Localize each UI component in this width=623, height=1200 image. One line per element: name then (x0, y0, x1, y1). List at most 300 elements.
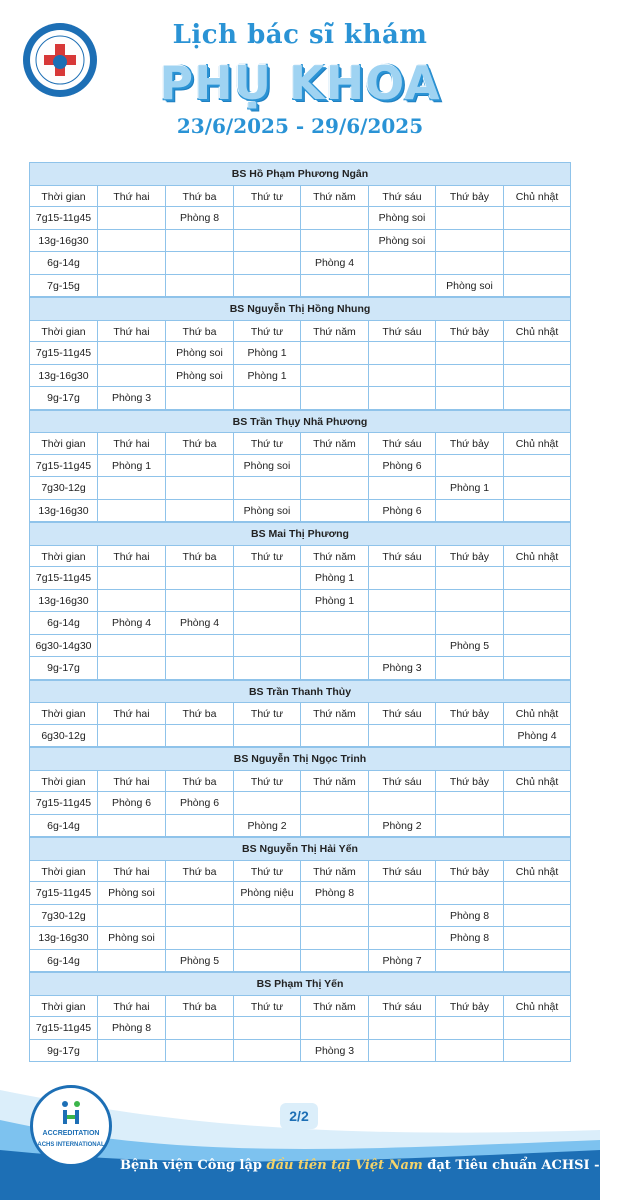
room-cell: Phòng soi (233, 500, 300, 522)
column-header: Thứ năm (300, 186, 368, 207)
room-cell: Phòng 8 (165, 207, 233, 229)
table-row (29, 1017, 571, 1040)
room-cell: Phòng 6 (165, 792, 233, 814)
column-header: Thứ hai (97, 771, 165, 792)
time-cell: 13g-16g30 (29, 500, 97, 522)
room-cell (368, 567, 435, 589)
column-header: Thứ sáu (368, 433, 435, 454)
table-row (29, 815, 571, 838)
room-cell (368, 927, 435, 949)
column-header: Thời gian (29, 861, 97, 882)
column-header: Chủ nhật (503, 703, 571, 724)
column-header: Thứ bảy (435, 861, 503, 882)
room-cell (233, 1017, 300, 1039)
table-row (29, 792, 571, 815)
column-header-row (29, 320, 571, 343)
table-row (29, 275, 571, 298)
room-cell (503, 207, 571, 229)
doctor-block (29, 410, 571, 523)
room-cell (300, 927, 368, 949)
room-cell (435, 365, 503, 387)
column-header: Thời gian (29, 321, 97, 342)
column-header: Thứ tư (233, 771, 300, 792)
column-header: Thứ ba (165, 861, 233, 882)
table-row (29, 905, 571, 928)
table-row (29, 567, 571, 590)
room-cell (97, 590, 165, 612)
room-cell (503, 477, 571, 499)
column-header: Thứ hai (97, 996, 165, 1017)
room-cell: Phòng 8 (300, 882, 368, 904)
page-indicator: 2/2 (280, 1103, 318, 1129)
room-cell (503, 1040, 571, 1062)
room-cell (435, 500, 503, 522)
doctor-name: BS Nguyễn Thị Hải Yến (29, 837, 571, 860)
room-cell (97, 342, 165, 364)
table-row (29, 950, 571, 973)
room-cell: Phòng 2 (233, 815, 300, 837)
room-cell (435, 590, 503, 612)
column-header-row (29, 185, 571, 208)
room-cell (503, 590, 571, 612)
column-header-row (29, 995, 571, 1018)
column-header: Thời gian (29, 433, 97, 454)
room-cell (435, 230, 503, 252)
room-cell (233, 635, 300, 657)
room-cell (503, 905, 571, 927)
room-cell (300, 455, 368, 477)
room-cell (435, 882, 503, 904)
column-header: Thứ năm (300, 546, 368, 567)
room-cell (97, 635, 165, 657)
room-cell: Phòng 3 (97, 387, 165, 409)
room-cell: Phòng soi (165, 342, 233, 364)
room-cell (368, 1017, 435, 1039)
room-cell (300, 950, 368, 972)
room-cell: Phòng 4 (300, 252, 368, 274)
room-cell (435, 1040, 503, 1062)
time-cell: 7g15-11g45 (29, 455, 97, 477)
column-header: Thứ ba (165, 321, 233, 342)
room-cell: Phòng 6 (368, 455, 435, 477)
room-cell (300, 387, 368, 409)
room-cell: Phòng 6 (97, 792, 165, 814)
column-header: Chủ nhật (503, 546, 571, 567)
room-cell (97, 275, 165, 297)
doctor-block (29, 162, 571, 297)
room-cell: Phòng soi (97, 882, 165, 904)
doctor-block (29, 297, 571, 410)
room-cell (165, 455, 233, 477)
room-cell (503, 950, 571, 972)
room-cell (435, 342, 503, 364)
date-range: 23/6/2025 - 29/6/2025 (176, 114, 424, 138)
room-cell (435, 1017, 503, 1039)
table-row (29, 882, 571, 905)
table-row (29, 477, 571, 500)
room-cell (435, 207, 503, 229)
room-cell (233, 207, 300, 229)
room-cell (368, 882, 435, 904)
column-header: Thứ tư (233, 861, 300, 882)
room-cell: Phòng soi (233, 455, 300, 477)
room-cell: Phòng 5 (435, 635, 503, 657)
doctor-name: BS Nguyễn Thị Hồng Nhung (29, 297, 571, 320)
room-cell: Phòng 4 (165, 612, 233, 634)
room-cell (503, 230, 571, 252)
room-cell (233, 1040, 300, 1062)
room-cell (97, 725, 165, 747)
column-header: Thứ sáu (368, 321, 435, 342)
room-cell (97, 815, 165, 837)
room-cell (503, 252, 571, 274)
room-cell (300, 275, 368, 297)
table-row (29, 342, 571, 365)
room-cell (503, 612, 571, 634)
column-header: Chủ nhật (503, 186, 571, 207)
room-cell (300, 612, 368, 634)
column-header-row (29, 432, 571, 455)
room-cell (368, 792, 435, 814)
column-header: Thứ hai (97, 861, 165, 882)
room-cell (435, 455, 503, 477)
time-cell: 7g30-12g (29, 905, 97, 927)
column-header: Thứ hai (97, 703, 165, 724)
column-header: Thứ ba (165, 433, 233, 454)
time-cell: 7g15-11g45 (29, 207, 97, 229)
column-header: Thứ tư (233, 321, 300, 342)
column-header: Chủ nhật (503, 771, 571, 792)
room-cell (503, 882, 571, 904)
room-cell (435, 657, 503, 679)
room-cell (503, 567, 571, 589)
time-cell: 13g-16g30 (29, 590, 97, 612)
room-cell (233, 792, 300, 814)
room-cell (165, 882, 233, 904)
time-cell: 6g-14g (29, 950, 97, 972)
table-row (29, 1040, 571, 1063)
column-header: Thứ sáu (368, 546, 435, 567)
column-header: Thứ ba (165, 771, 233, 792)
room-cell (97, 207, 165, 229)
room-cell (97, 477, 165, 499)
room-cell (233, 230, 300, 252)
room-cell: Phòng 7 (368, 950, 435, 972)
room-cell: Phòng 1 (300, 590, 368, 612)
time-cell: 6g30-12g (29, 725, 97, 747)
time-cell: 7g15-11g45 (29, 567, 97, 589)
table-row (29, 612, 571, 635)
table-row (29, 927, 571, 950)
column-header: Thứ sáu (368, 861, 435, 882)
room-cell (165, 635, 233, 657)
column-header: Thứ hai (97, 546, 165, 567)
room-cell (233, 950, 300, 972)
room-cell: Phòng 3 (368, 657, 435, 679)
column-header: Thứ sáu (368, 996, 435, 1017)
room-cell: Phòng 8 (97, 1017, 165, 1039)
table-row (29, 455, 571, 478)
doctor-name: BS Trần Thanh Thủy (29, 680, 571, 703)
time-cell: 6g30-14g30 (29, 635, 97, 657)
room-cell (435, 612, 503, 634)
room-cell (165, 657, 233, 679)
room-cell (503, 365, 571, 387)
room-cell (503, 815, 571, 837)
column-header: Thứ năm (300, 861, 368, 882)
table-row (29, 252, 571, 275)
time-cell: 13g-16g30 (29, 365, 97, 387)
room-cell: Phòng 1 (233, 342, 300, 364)
room-cell (165, 815, 233, 837)
time-cell: 7g30-12g (29, 477, 97, 499)
schedule-table (29, 162, 571, 1062)
room-cell (368, 590, 435, 612)
room-cell: Phòng soi (368, 207, 435, 229)
room-cell (165, 725, 233, 747)
room-cell: Phòng soi (435, 275, 503, 297)
room-cell (368, 635, 435, 657)
doctor-block (29, 837, 571, 972)
room-cell (368, 1040, 435, 1062)
room-cell (368, 275, 435, 297)
doctor-name: BS Trần Thụy Nhã Phương (29, 410, 571, 433)
room-cell (435, 725, 503, 747)
room-cell (233, 275, 300, 297)
room-cell (368, 387, 435, 409)
doctor-block (29, 522, 571, 680)
room-cell (368, 905, 435, 927)
column-header: Thời gian (29, 546, 97, 567)
room-cell (233, 657, 300, 679)
room-cell (97, 365, 165, 387)
slogan-part-a: Bệnh viện Công lập (120, 1158, 267, 1173)
room-cell: Phòng 4 (97, 612, 165, 634)
room-cell (165, 477, 233, 499)
doctor-block (29, 972, 571, 1062)
slogan-highlight: đầu tiên tại Việt Nam (266, 1158, 423, 1173)
room-cell (165, 905, 233, 927)
table-row (29, 230, 571, 253)
column-header: Thứ năm (300, 321, 368, 342)
time-cell: 6g-14g (29, 252, 97, 274)
room-cell (435, 815, 503, 837)
room-cell (233, 612, 300, 634)
accreditation-badge (30, 1085, 112, 1167)
room-cell (300, 815, 368, 837)
room-cell: Phòng 5 (165, 950, 233, 972)
room-cell: Phòng niệu (233, 882, 300, 904)
table-row (29, 365, 571, 388)
room-cell (165, 567, 233, 589)
table-row (29, 635, 571, 658)
column-header: Thứ hai (97, 433, 165, 454)
room-cell: Phòng soi (97, 927, 165, 949)
room-cell (435, 252, 503, 274)
column-header: Thứ năm (300, 433, 368, 454)
room-cell (300, 725, 368, 747)
room-cell (233, 567, 300, 589)
column-header: Thứ năm (300, 771, 368, 792)
room-cell (435, 950, 503, 972)
column-header: Thứ bảy (435, 433, 503, 454)
column-header: Thứ bảy (435, 321, 503, 342)
time-cell: 7g15-11g45 (29, 792, 97, 814)
room-cell (300, 905, 368, 927)
column-header: Thứ sáu (368, 703, 435, 724)
room-cell (503, 387, 571, 409)
time-cell: 6g-14g (29, 612, 97, 634)
achs-icon (57, 1098, 87, 1128)
column-header: Thứ bảy (435, 771, 503, 792)
time-cell: 7g15-11g45 (29, 1017, 97, 1039)
room-cell (300, 1017, 368, 1039)
time-cell: 13g-16g30 (29, 230, 97, 252)
time-cell: 13g-16g30 (29, 927, 97, 949)
doctor-block (29, 680, 571, 748)
room-cell (503, 927, 571, 949)
column-header-row (29, 545, 571, 568)
room-cell: Phòng 4 (503, 725, 571, 747)
room-cell: Phòng 6 (368, 500, 435, 522)
room-cell (97, 1040, 165, 1062)
column-header: Thời gian (29, 703, 97, 724)
room-cell: Phòng 8 (435, 927, 503, 949)
table-row (29, 207, 571, 230)
room-cell (300, 477, 368, 499)
room-cell (300, 365, 368, 387)
room-cell (503, 342, 571, 364)
table-row (29, 725, 571, 748)
room-cell: Phòng 1 (97, 455, 165, 477)
column-header-row (29, 770, 571, 793)
room-cell (435, 792, 503, 814)
column-header: Chủ nhật (503, 321, 571, 342)
time-cell: 6g-14g (29, 815, 97, 837)
room-cell (165, 1017, 233, 1039)
room-cell (97, 657, 165, 679)
room-cell (368, 477, 435, 499)
table-row (29, 657, 571, 680)
room-cell (165, 500, 233, 522)
doctor-name: BS Nguyễn Thị Ngọc Trinh (29, 747, 571, 770)
room-cell (435, 387, 503, 409)
time-cell: 7g15-11g45 (29, 342, 97, 364)
time-cell: 7g-15g (29, 275, 97, 297)
room-cell (233, 252, 300, 274)
room-cell (165, 1040, 233, 1062)
room-cell (233, 387, 300, 409)
room-cell: Phòng 3 (300, 1040, 368, 1062)
room-cell: Phòng soi (368, 230, 435, 252)
slogan-part-c: đạt Tiêu chuẩn ACHSI - Úc (422, 1158, 623, 1173)
room-cell: Phòng 1 (435, 477, 503, 499)
room-cell (300, 342, 368, 364)
room-cell (233, 590, 300, 612)
accreditation-label: ACCREDITATION (42, 1130, 100, 1137)
column-header: Thứ bảy (435, 703, 503, 724)
room-cell (97, 950, 165, 972)
room-cell (368, 342, 435, 364)
doctor-name: BS Hồ Phạm Phương Ngân (29, 162, 571, 185)
doctor-name: BS Mai Thị Phương (29, 522, 571, 545)
specialty-title: PHỤ KHOA (159, 56, 441, 110)
column-header: Thứ tư (233, 703, 300, 724)
room-cell (233, 477, 300, 499)
room-cell: Phòng 2 (368, 815, 435, 837)
room-cell: Phòng 1 (300, 567, 368, 589)
column-header: Thứ tư (233, 186, 300, 207)
column-header: Thời gian (29, 996, 97, 1017)
room-cell (368, 365, 435, 387)
room-cell (300, 500, 368, 522)
room-cell (368, 252, 435, 274)
room-cell (368, 612, 435, 634)
room-cell: Phòng 8 (435, 905, 503, 927)
room-cell (300, 230, 368, 252)
doctor-name: BS Phạm Thị Yến (29, 972, 571, 995)
room-cell: Phòng soi (165, 365, 233, 387)
time-cell: 9g-17g (29, 1040, 97, 1062)
table-row (29, 590, 571, 613)
time-cell: 9g-17g (29, 657, 97, 679)
column-header: Thứ hai (97, 186, 165, 207)
room-cell (165, 230, 233, 252)
room-cell (503, 657, 571, 679)
room-cell (97, 567, 165, 589)
room-cell (165, 387, 233, 409)
column-header: Thứ ba (165, 703, 233, 724)
room-cell (503, 455, 571, 477)
column-header: Chủ nhật (503, 433, 571, 454)
column-header: Thứ năm (300, 703, 368, 724)
room-cell (300, 635, 368, 657)
room-cell (165, 927, 233, 949)
room-cell (503, 792, 571, 814)
room-cell (435, 567, 503, 589)
room-cell (165, 590, 233, 612)
accreditation-org: ACHS INTERNATIONAL (37, 1142, 105, 1148)
room-cell (368, 725, 435, 747)
column-header-row (29, 860, 571, 883)
column-header: Thứ tư (233, 546, 300, 567)
room-cell (503, 1017, 571, 1039)
room-cell (97, 252, 165, 274)
column-header: Thứ bảy (435, 996, 503, 1017)
room-cell (300, 792, 368, 814)
time-cell: 9g-17g (29, 387, 97, 409)
column-header: Thứ sáu (368, 186, 435, 207)
room-cell (233, 905, 300, 927)
column-header: Chủ nhật (503, 861, 571, 882)
room-cell (300, 207, 368, 229)
table-row (29, 387, 571, 410)
time-cell: 7g15-11g45 (29, 882, 97, 904)
column-header: Thứ năm (300, 996, 368, 1017)
room-cell (233, 927, 300, 949)
doctor-block (29, 747, 571, 837)
room-cell (97, 905, 165, 927)
column-header: Thứ ba (165, 546, 233, 567)
column-header: Thứ bảy (435, 546, 503, 567)
column-header: Thứ bảy (435, 186, 503, 207)
room-cell (300, 657, 368, 679)
room-cell (233, 725, 300, 747)
table-row (29, 500, 571, 523)
column-header: Chủ nhật (503, 996, 571, 1017)
page-title: Lịch bác sĩ khám (172, 20, 428, 50)
column-header: Thứ hai (97, 321, 165, 342)
